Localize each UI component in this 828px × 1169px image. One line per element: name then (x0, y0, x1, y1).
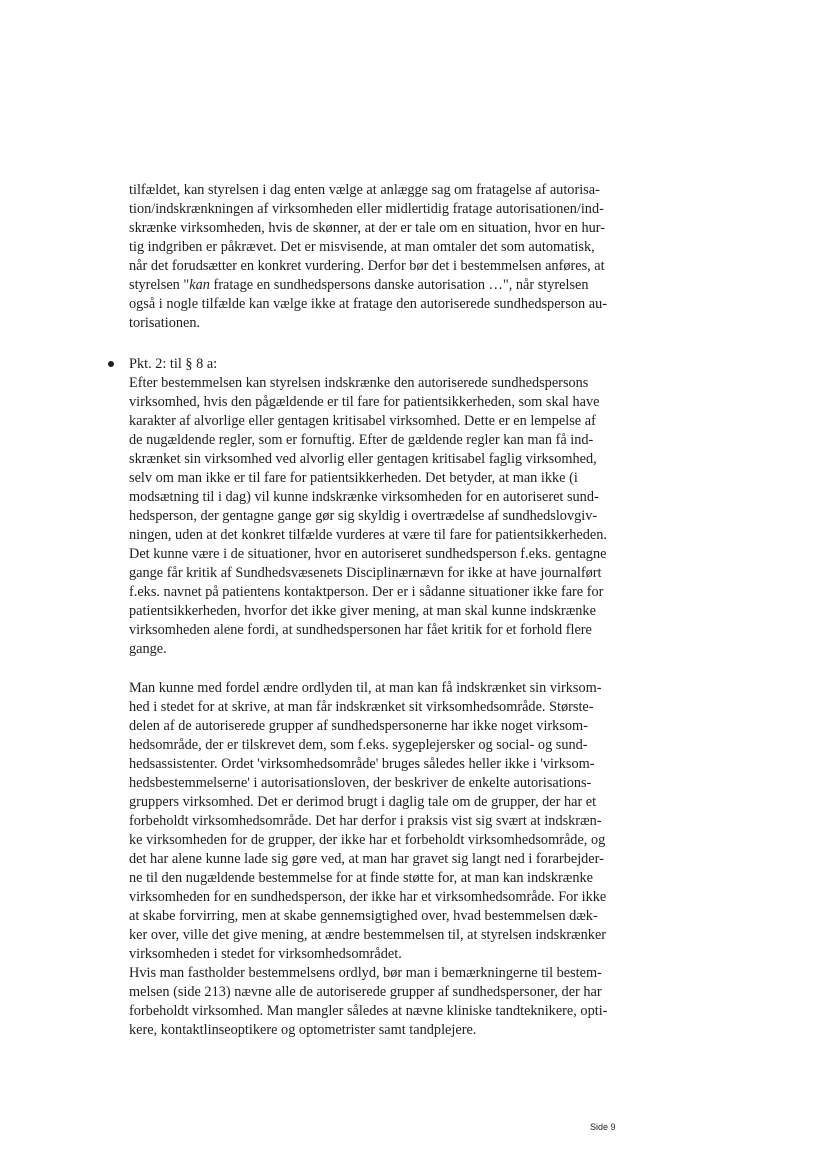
text-line: melsen (side 213) nævne alle de autoriserede grupper af sundhedspersoner, der har (129, 984, 602, 1000)
text-line: virksomheden for en sundhedsperson, der ikke har et virksomhedsområde. For ikke (129, 889, 607, 905)
text-line: torisationen. (129, 315, 201, 331)
text-line: modsætning til i dag) vil kunne indskrænke virksomheden for en autoriseret sund- (129, 489, 599, 505)
text-line: skrænket sin virksomhed ved alvorlig eller gentagen kritisabel faglig virksomhed, (129, 451, 597, 467)
text-line: forbeholdt virksomhedsområde. Det har derfor i praksis vist sig svært at indskræn- (129, 813, 602, 829)
text-line: selv om man ikke er til fare for patientsikkerheden. Det betyder, at man ikke (i (129, 470, 578, 486)
text-line: hedsområde, der er tilskrevet dem, som f.eks. sygeplejersker og social- og sund- (129, 737, 588, 753)
text-line: tion/indskrænkningen af virksomheden eller midlertidig fratage autorisationen/ind- (129, 201, 604, 217)
text-line: Efter bestemmelsen kan styrelsen indskrænke den autoriserede sundhedspersons (129, 375, 589, 391)
text-line: forbeholdt virksomhed. Man mangler således at nævne kliniske tandteknikere, opti- (129, 1003, 608, 1019)
text-line: patientsikkerheden, hvorfor det ikke giver mening, at man skal kunne indskrænke (129, 603, 596, 619)
text-line: delen af de autoriserede grupper af sundhedspersonerne har ikke noget virksom- (129, 718, 588, 734)
text-line: virksomhed, hvis den pågældende er til fare for patientsikkerheden, som skal have (129, 394, 600, 410)
text-line: kere, kontaktlinseoptikere og optometrister samt tandplejere. (129, 1022, 477, 1038)
text-line: ne til den nugældende bestemmelse for at finde støtte for, at man kan indskrænke (129, 870, 593, 886)
emphasis-kan: kan (189, 277, 210, 293)
text-line: gruppers virksomhed. Det er derimod brugt i daglig tale om de grupper, der har et (129, 794, 597, 810)
text-line: også i nogle tilfælde kan vælge ikke at fratage den autoriserede sundhedsperson au- (129, 296, 608, 312)
text-line: det har alene kunne lade sig gøre ved, at man har gravet sig langt ned i forarbejder- (129, 851, 604, 867)
text-line: skrænke virksomheden, hvis de skønner, at der er tale om en situation, hvor en hur- (129, 220, 605, 236)
text-line: når det forudsætter en konkret vurdering. Derfor bør det i bestemmelsen anføres, at (129, 258, 605, 274)
text-line: Det kunne være i de situationer, hvor en autoriseret sundhedsperson f.eks. gentagne (129, 546, 607, 562)
text-line: styrelsen "kan fratage en sundhedspersons danske autorisation …", når styrelsen (129, 277, 589, 293)
text-line: ke virksomheden for de grupper, der ikke har et forbeholdt virksomhedsområde, og (129, 832, 606, 848)
text-line: ker over, ville det give mening, at ændre bestemmelsen til, at styrelsen indskrænker (129, 927, 607, 943)
text-line: at skabe forvirring, men at skabe gennemsigtighed over, hvad bestemmelsen dæk- (129, 908, 598, 924)
text-line: tilfældet, kan styrelsen i dag enten vælge at anlægge sag om fratagelse af autorisa- (129, 182, 600, 198)
text-line: gange. (129, 641, 167, 657)
bullet-icon (108, 361, 114, 367)
text-line: Hvis man fastholder bestemmelsens ordlyd, bør man i bemærkningerne til bestem- (129, 965, 602, 981)
text-line: gange får kritik af Sundhedsvæsenets Disciplinærnævn for ikke at have journalført (129, 565, 602, 581)
text-line: hed i stedet for at skrive, at man får indskrænket sit virksomhedsområde. Største- (129, 699, 594, 715)
page-number: Side 9 (590, 1122, 616, 1132)
text-line: Man kunne med fordel ændre ordlyden til, at man kan få indskrænket sin virksom- (129, 680, 602, 696)
text-line: virksomheden i stedet for virksomhedsområdet. (129, 946, 402, 962)
text-line: hedsperson, der gentagne gange gør sig skyldig i overtrædelse af sundhedslovgiv- (129, 508, 598, 524)
text-line: tig indgriben er påkrævet. Det er misvisende, at man omtaler det som automatisk, (129, 239, 595, 255)
text-line: de nugældende regler, som er fornuftig. Efter de gældende regler kan man få ind- (129, 432, 594, 448)
text-line: karakter af alvorlige eller gentagen kritisabel virksomhed. Dette er en lempelse af (129, 413, 596, 429)
text-line: hedsbestemmelserne' i autorisationsloven, der beskriver de enkelte autorisations- (129, 775, 592, 791)
bullet-heading: Pkt. 2: til § 8 a: (129, 356, 218, 372)
text-line: f.eks. navnet på patientens kontaktperson. Der er i sådanne situationer ikke fare for (129, 584, 604, 600)
text-line: ningen, uden at det konkret tilfælde vurderes at være til fare for patientsikkerheden. (129, 527, 607, 543)
text-line: hedsassistenter. Ordet 'virksomhedsområde' bruges således heller ikke i 'virksom- (129, 756, 595, 772)
text-line: virksomheden alene fordi, at sundhedspersonen har fået kritik for et forhold flere (129, 622, 592, 638)
